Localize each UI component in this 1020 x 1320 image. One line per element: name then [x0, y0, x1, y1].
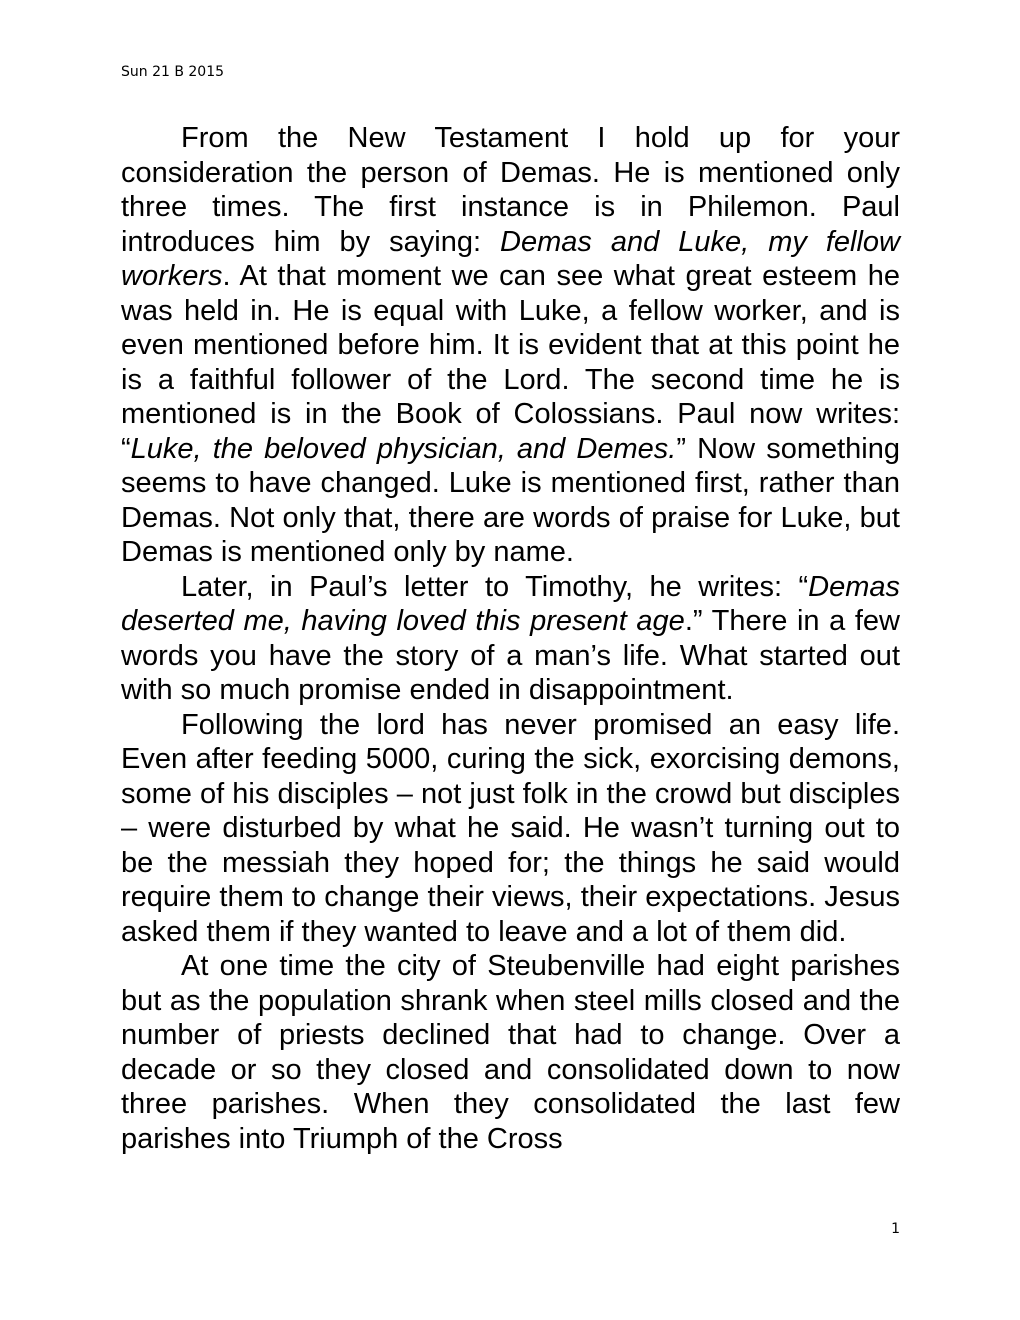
text-run: At one time the city of Steubenville had eight parishes but as the population shrank when steel mills closed and the number of priests declined that had to change. Over a decade or so they closed and consolidated down to now three parishes. When they consolidated the last few parishes into Triumph of the Cross — [121, 950, 900, 1155]
document-body — [121, 121, 900, 1156]
running-header: Sun 21 B 2015 — [121, 64, 225, 80]
page-number: 1 — [891, 1221, 900, 1237]
paragraph-timothy — [121, 570, 900, 708]
text-run: ” Now something seems to have changed. Luke is mentioned first, rather than Demas. Not only that, there are words of praise for Luke, but Demas is mentioned only by name. — [121, 432, 900, 568]
quote-colossians: Luke, the beloved physician, and Demes. — [130, 432, 677, 465]
quote-philemon: Demas and Luke, my fellow workers — [121, 225, 900, 292]
text-run: . At that moment we can see what great esteem he was held in. He is equal with Luke, a fellow worker, and is even mentioned before him. It is evident that at this point he is a faithful follower of the Lord. The second time he is mentioned is in the Book of Colossians. Paul now writes: “ — [121, 260, 900, 465]
paragraph-following-lord — [121, 708, 900, 950]
text-run: .” There in a few words you have the story of a man’s life. What started out with so much promise ended in disappointment. — [121, 605, 900, 706]
paragraph-steubenville — [121, 949, 900, 1156]
text-run: Later, in Paul’s letter to Timothy, he writes: “ — [181, 570, 809, 603]
text-run: From the New Testament I hold up for your consideration the person of Demas. He is mentioned only three times. The first instance is in Philemon. Paul introduces him by saying: — [121, 122, 900, 258]
paragraph-demas-intro — [121, 121, 900, 570]
text-run: Following the lord has never promised an easy life. Even after feeding 5000, curing the sick, exorcising demons, some of his disciples – not just folk in the crowd but disciples – were disturbed by what he said. He wasn’t turning out to be the messiah they hoped for; the things he said would require them to change their views, their expectations. Jesus asked them if they wanted to leave and a lot of them did. — [121, 708, 900, 948]
quote-timothy: Demas deserted me, having loved this present age — [121, 570, 900, 637]
